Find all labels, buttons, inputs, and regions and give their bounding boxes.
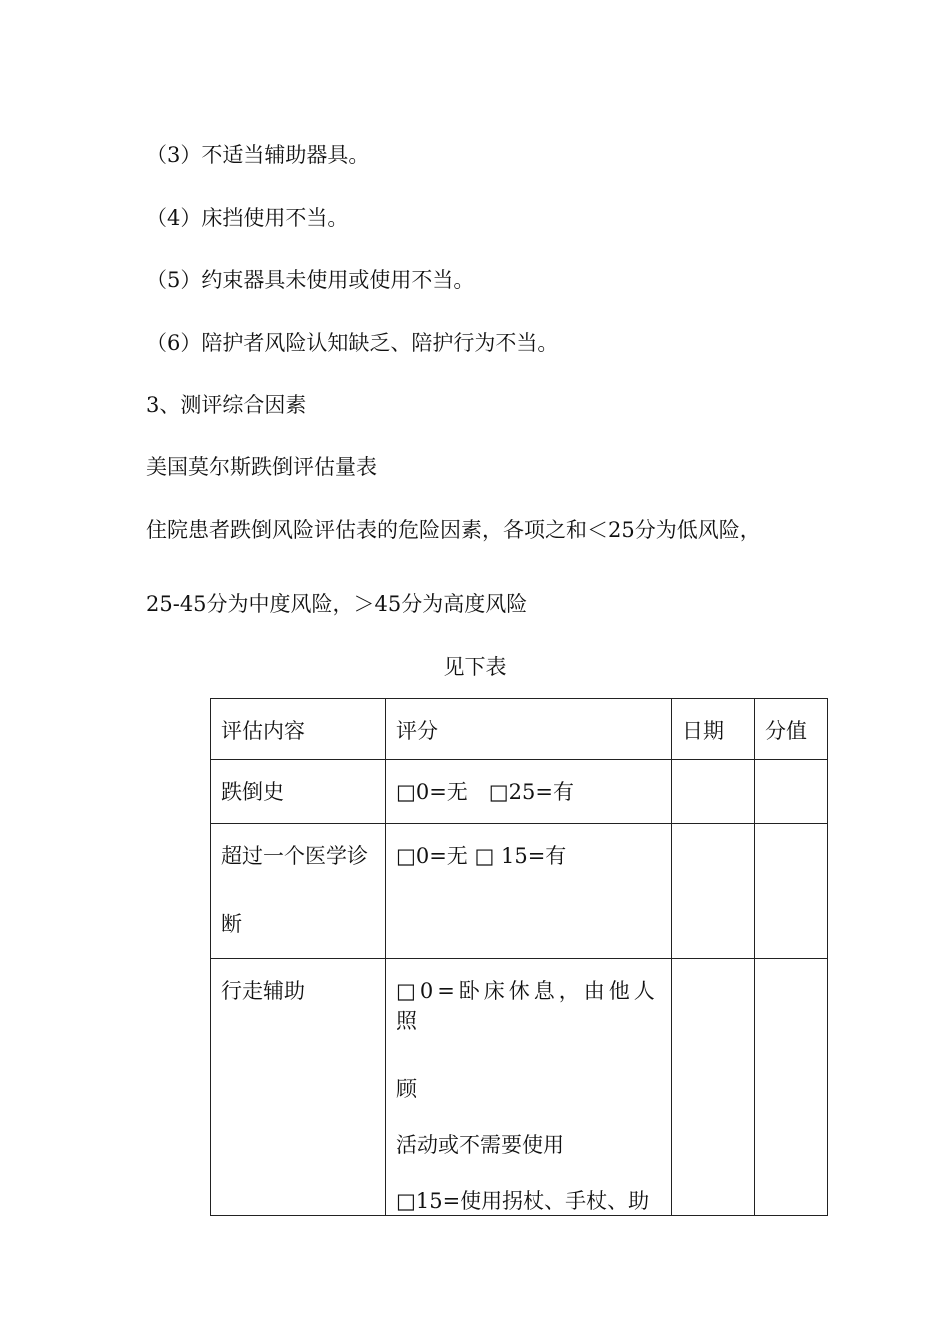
paragraph-bed-rail: （4）床挡使用不当。 bbox=[146, 206, 349, 230]
item-secondary-diagnosis: 超过一个医学诊 断 bbox=[211, 824, 386, 959]
item-ambulatory-aid: 行走辅助 bbox=[211, 959, 386, 1216]
header-date: 日期 bbox=[672, 699, 755, 760]
scale-title: 美国莫尔斯跌倒评估量表 bbox=[146, 455, 377, 479]
score-fall-history: □0=无 □25=有 bbox=[386, 760, 672, 824]
header-value: 分值 bbox=[755, 699, 828, 760]
score-secondary-diagnosis: □0=无 □ 15=有 bbox=[386, 824, 672, 959]
paragraph-risk-levels: 25-45分为中度风险，＞45分为高度风险 bbox=[146, 592, 528, 616]
table-row bbox=[211, 760, 828, 824]
value-cell bbox=[755, 824, 828, 959]
fall-risk-table bbox=[210, 698, 828, 1216]
value-cell bbox=[755, 760, 828, 824]
paragraph-restraint: （5）约束器具未使用或使用不当。 bbox=[146, 268, 475, 292]
table-header-row bbox=[211, 699, 828, 760]
paragraph-improper-aids: （3）不适当辅助器具。 bbox=[146, 143, 370, 167]
table-row bbox=[211, 824, 828, 959]
header-assessment: 评估内容 bbox=[211, 699, 386, 760]
value-cell bbox=[755, 959, 828, 1216]
table-caption: 见下表 bbox=[443, 655, 507, 679]
section-heading: 3、测评综合因素 bbox=[146, 393, 307, 417]
date-cell bbox=[672, 959, 755, 1216]
score-ambulatory-aid: □0=卧床休息，由他人照 顾 活动或不需要使用 □15=使用拐杖、手杖、助 bbox=[386, 959, 672, 1216]
item-fall-history: 跌倒史 bbox=[211, 760, 386, 824]
paragraph-caregiver: （6）陪护者风险认知缺乏、陪护行为不当。 bbox=[146, 331, 559, 355]
table-row bbox=[211, 959, 828, 1216]
date-cell bbox=[672, 824, 755, 959]
date-cell bbox=[672, 760, 755, 824]
header-score: 评分 bbox=[386, 699, 672, 760]
paragraph-risk-intro: 住院患者跌倒风险评估表的危险因素，各项之和＜25分为低风险， bbox=[146, 518, 761, 542]
